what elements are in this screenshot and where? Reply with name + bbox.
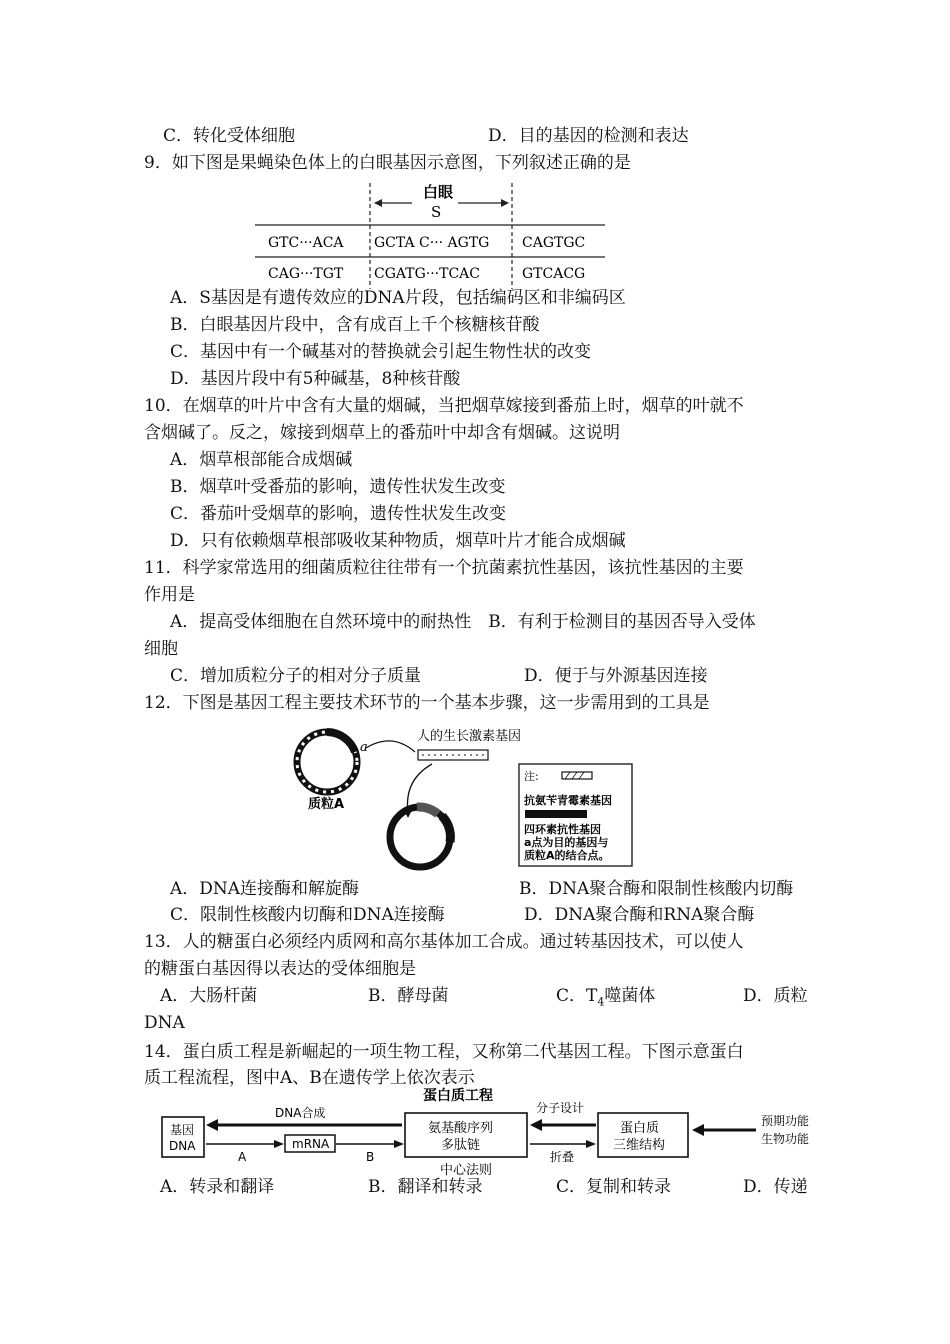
- label-molecular-design: 分子设计: [536, 1101, 585, 1115]
- seq-row1-mid: GCTA C··· AGTG: [374, 235, 490, 251]
- seq-row2-mid: CGATG···TCAC: [374, 266, 480, 282]
- hgh-gene-label: 人的生长激素基因: [417, 729, 522, 744]
- q11-option-ab: A．提高受体细胞在自然环境中的耐热性 B．有利于检测目的基因否导入受体: [170, 612, 756, 632]
- seq-row1-left: GTC···ACA: [268, 235, 344, 251]
- seq-row1-right: CAGTGC: [522, 235, 586, 251]
- q10-stem-line2: 含烟碱了。反之，嫁接到烟草上的番茄叶中却含有烟碱。这说明: [144, 423, 620, 443]
- q12-option-c: C．限制性核酸内切酶和DNA连接酶: [170, 905, 445, 925]
- q13-option-c-prefix: C．T: [556, 986, 598, 1006]
- q13-option-c-subscript: 4: [597, 995, 605, 1009]
- q13-option-c-suffix: 噬菌体: [604, 986, 656, 1006]
- note-point-a-2: 质粒A的结合点。: [524, 849, 610, 862]
- q10-stem-line1: 10．在烟草的叶片中含有大量的烟碱，当把烟草嫁接到番茄上时，烟草的叶就不: [144, 396, 744, 416]
- q12-option-b: B．DNA聚合酶和限制性核酸内切酶: [519, 879, 794, 899]
- seq-row2-left: CAG···TGT: [268, 266, 344, 282]
- q13-stem-line2: 的糖蛋白基因得以表达的受体细胞是: [144, 959, 416, 979]
- q9-option-a: A．S基因是有遗传效应的DNA片段，包括编码区和非编码区: [170, 288, 626, 308]
- q9-option-c: C．基因中有一个碱基对的替换就会引起生物性状的改变: [170, 342, 592, 362]
- label-expected-function: 预期功能: [761, 1114, 810, 1128]
- q14-option-c: C．复制和转录: [556, 1177, 672, 1197]
- seq-row2-right: GTCACG: [522, 266, 586, 282]
- box-mrna: mRNA: [292, 1137, 330, 1151]
- q13-option-c: [556, 984, 655, 1014]
- q13-option-a: A．大肠杆菌: [160, 986, 258, 1006]
- box-dna: DNA: [169, 1139, 196, 1153]
- q8-option-c: C．转化受体细胞: [163, 126, 296, 146]
- q11-stem-line1: 11．科学家常选用的细菌质粒往往带有一个抗菌素抗性基因，该抗性基因的主要: [144, 558, 744, 578]
- q13-option-d-wrap: DNA: [144, 1013, 185, 1033]
- note-amp-resistance: 抗氨苄青霉素基因: [524, 794, 612, 807]
- box-protein: 蛋白质: [620, 1121, 660, 1136]
- white-eye-gene-figure: [250, 183, 610, 293]
- label-dna-synthesis: DNA合成: [275, 1106, 326, 1120]
- q14-option-b: B．翻译和转录: [368, 1177, 483, 1197]
- q11-stem-line2: 作用是: [144, 585, 195, 605]
- q11-option-d: D．便于与外源基因连接: [524, 666, 708, 686]
- q11-option-c: C．增加质粒分子的相对分子质量: [170, 666, 422, 686]
- q12-option-a: A．DNA连接酶和解旋酶: [170, 879, 360, 899]
- q12-stem: 12．下图是基因工程主要技术环节的一个基本步骤，这一步需用到的工具是: [144, 693, 710, 713]
- q13-option-d: D．质粒: [743, 986, 808, 1006]
- q10-option-b: B．烟草叶受番茄的影响，遗传性状发生改变: [170, 477, 506, 497]
- label-b: B: [366, 1150, 375, 1164]
- label-a: A: [238, 1150, 247, 1164]
- box-polypeptide: 多肽链: [441, 1138, 481, 1153]
- label-folding: 折叠: [550, 1150, 575, 1164]
- q10-option-a: A．烟草根部能合成烟碱: [170, 450, 353, 470]
- q10-option-c: C．番茄叶受烟草的影响，遗传性状发生改变: [170, 504, 507, 524]
- box-3d-structure: 三维结构: [613, 1138, 666, 1153]
- gene-label-white-eye: 白眼: [423, 183, 454, 201]
- gene-label-s: S: [431, 203, 442, 221]
- q9-stem: 9．如下图是果蝇染色体上的白眼基因示意图，下列叙述正确的是: [144, 153, 631, 173]
- note-title: 注:: [524, 770, 539, 783]
- note-tet-resistance: 四环素抗性基因: [524, 823, 601, 836]
- label-central-dogma: 中心法则: [440, 1163, 493, 1177]
- plasmid-figure: [292, 722, 644, 874]
- label-bio-function: 生物功能: [761, 1132, 810, 1146]
- note-point-a-1: a点为目的基因与: [524, 836, 609, 849]
- q9-option-b: B．白眼基因片段中，含有成百上千个核糖核苷酸: [170, 315, 540, 335]
- q14-stem-line2: 质工程流程，图中A、B在遗传学上依次表示: [144, 1068, 475, 1088]
- q11-option-ab-wrap: 细胞: [144, 639, 178, 659]
- q14-stem-line1: 14．蛋白质工程是新崛起的一项生物工程，又称第二代基因工程。下图示意蛋白: [144, 1042, 744, 1062]
- q12-option-d: D．DNA聚合酶和RNA聚合酶: [524, 905, 755, 925]
- flow-title: 蛋白质工程: [423, 1088, 493, 1104]
- box-amino-acid-seq: 氨基酸序列: [428, 1121, 494, 1136]
- q8-option-d: D．目的基因的检测和表达: [488, 126, 689, 146]
- point-a-label: a: [360, 740, 368, 755]
- q13-option-b: B．酵母菌: [368, 986, 449, 1006]
- q10-option-d: D．只有依赖烟草根部吸收某种物质，烟草叶片才能合成烟碱: [170, 531, 626, 551]
- q9-option-d: D．基因片段中有5种碱基，8种核苷酸: [170, 369, 461, 389]
- q14-option-a: A．转录和翻译: [160, 1177, 275, 1197]
- protein-engineering-flow: [158, 1085, 838, 1177]
- q14-option-d: D．传递: [743, 1177, 808, 1197]
- plasmid-a-label: 质粒A: [308, 797, 345, 812]
- box-gene: 基因: [170, 1123, 195, 1137]
- q13-stem-line1: 13．人的糖蛋白必须经内质网和高尔基体加工合成。通过转基因技术，可以使人: [144, 932, 744, 952]
